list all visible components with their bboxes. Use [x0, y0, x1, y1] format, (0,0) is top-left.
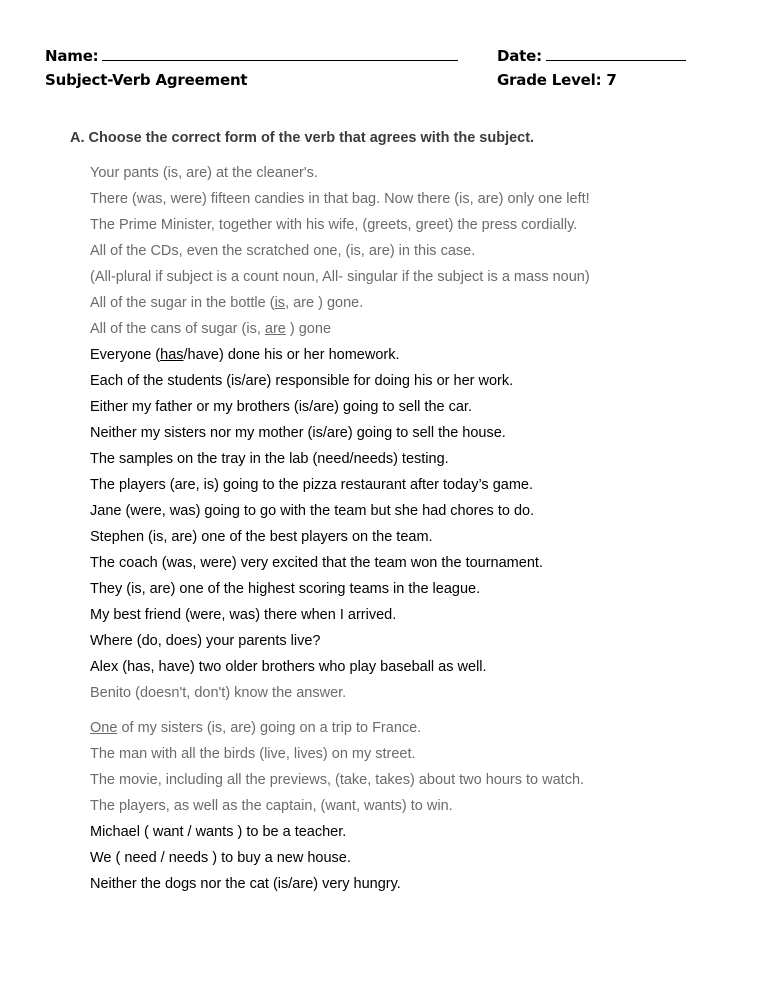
question-text-part: The movie, including all the previews, (take, takes) about two hours to watch. [90, 772, 585, 788]
question-text-part: They (is, are) one of the highest scoring teams in the league. [90, 581, 481, 597]
question-text [90, 373, 513, 389]
underlined-answer: is [274, 295, 286, 311]
question-text [90, 399, 472, 415]
question-text-part: Michael ( want / wants ) to be a teacher. [90, 824, 347, 840]
underlined-answer: are [264, 321, 286, 337]
question-text-part: The Prime Minister, together with his wife, (greets, greet) the press cordially. [90, 217, 578, 233]
question-text [90, 850, 351, 866]
question-text-part: Either my father or my brothers (is/are) going to sell the car. [90, 399, 472, 415]
question-text-part: /have) done his or her homework. [183, 347, 400, 363]
question-text-part: The players, as well as the captain, (want, wants) to win. [90, 798, 453, 814]
question-text-part: All of the sugar in the bottle ( [90, 295, 275, 311]
question-text [90, 659, 487, 675]
date-blank-line[interactable] [546, 46, 686, 61]
name-field [45, 46, 458, 65]
question-text [90, 503, 534, 519]
question-text-part: The players (are, is) going to the pizza restaurant after today’s game. [90, 477, 534, 493]
question-text-part: All of the cans of sugar (is, [90, 321, 265, 337]
question-text [90, 746, 416, 762]
question-text-part: We ( need / needs ) to buy a new house. [90, 850, 351, 866]
question-text-part: There (was, were) fifteen candies in that bag. Now there (is, are) only one left! [90, 191, 590, 207]
question-text-part: Neither the dogs nor the cat (is/are) very hungry. [90, 876, 401, 892]
underlined-answer: has [160, 347, 184, 363]
question-text [90, 451, 449, 467]
question-text-part: (All-plural if subject is a count noun, All- singular if the subject is a mass noun) [90, 269, 590, 285]
question-text-part: Stephen (is, are) one of the best players on the team. [90, 529, 433, 545]
question-text [90, 191, 590, 207]
question-text [90, 529, 433, 545]
name-blank-line[interactable] [102, 46, 458, 61]
question-text-part: Your pants (is, are) at the cleaner's. [90, 165, 318, 181]
question-text [90, 607, 396, 623]
question-text [90, 581, 480, 597]
name-label: Name: [45, 47, 99, 65]
question-text-part: Alex (has, have) two older brothers who play baseball as well. [90, 659, 487, 675]
question-text-part: Benito (doesn't, don't) know the answer. [90, 685, 347, 701]
question-text [90, 165, 318, 181]
question-text-part: Everyone ( [90, 347, 161, 363]
question-text-part: My best friend (were, was) there when I arrived. [90, 607, 397, 623]
question-text [90, 269, 590, 285]
question-text [90, 633, 321, 649]
question-text [90, 243, 475, 259]
question-text-part: The samples on the tray in the lab (need/needs) testing. [90, 451, 449, 467]
question-text [90, 321, 331, 337]
question-text-part: Each of the students (is/are) responsible for doing his or her work. [90, 373, 514, 389]
subject-label: Subject-Verb Agreement [45, 71, 248, 89]
question-text [90, 798, 453, 814]
section-title: A. Choose the correct form of the verb that agrees with the subject. [70, 130, 535, 146]
question-text-part: The man with all the birds (live, lives) on my street. [90, 746, 416, 762]
question-text-part: All of the CDs, even the scratched one, (is, are) in this case. [90, 243, 476, 259]
underlined-answer: One [90, 720, 118, 736]
question-text [90, 295, 363, 311]
question-text-part: Where (do, does) your parents live? [90, 633, 321, 649]
question-text-part: Neither my sisters nor my mother (is/are) going to sell the house. [90, 425, 506, 441]
question-text [90, 876, 401, 892]
question-text [90, 720, 421, 736]
date-field [497, 46, 686, 65]
question-text [90, 772, 584, 788]
question-text [90, 347, 400, 363]
question-text [90, 477, 533, 493]
grade-level-label: Grade Level: 7 [497, 71, 617, 89]
question-text-part: ) gone [285, 321, 332, 337]
question-text-part: , are ) gone. [285, 295, 364, 311]
question-text-part: of my sisters (is, are) going on a trip to France. [117, 720, 422, 736]
question-text-part: Jane (were, was) going to go with the team but she had chores to do. [90, 503, 535, 519]
question-text [90, 425, 506, 441]
question-text-part: The coach (was, were) very excited that the team won the tournament. [90, 555, 543, 571]
question-text [90, 685, 346, 701]
date-label: Date: [497, 47, 542, 65]
question-text [90, 824, 346, 840]
question-text [90, 217, 577, 233]
question-text [90, 555, 543, 571]
